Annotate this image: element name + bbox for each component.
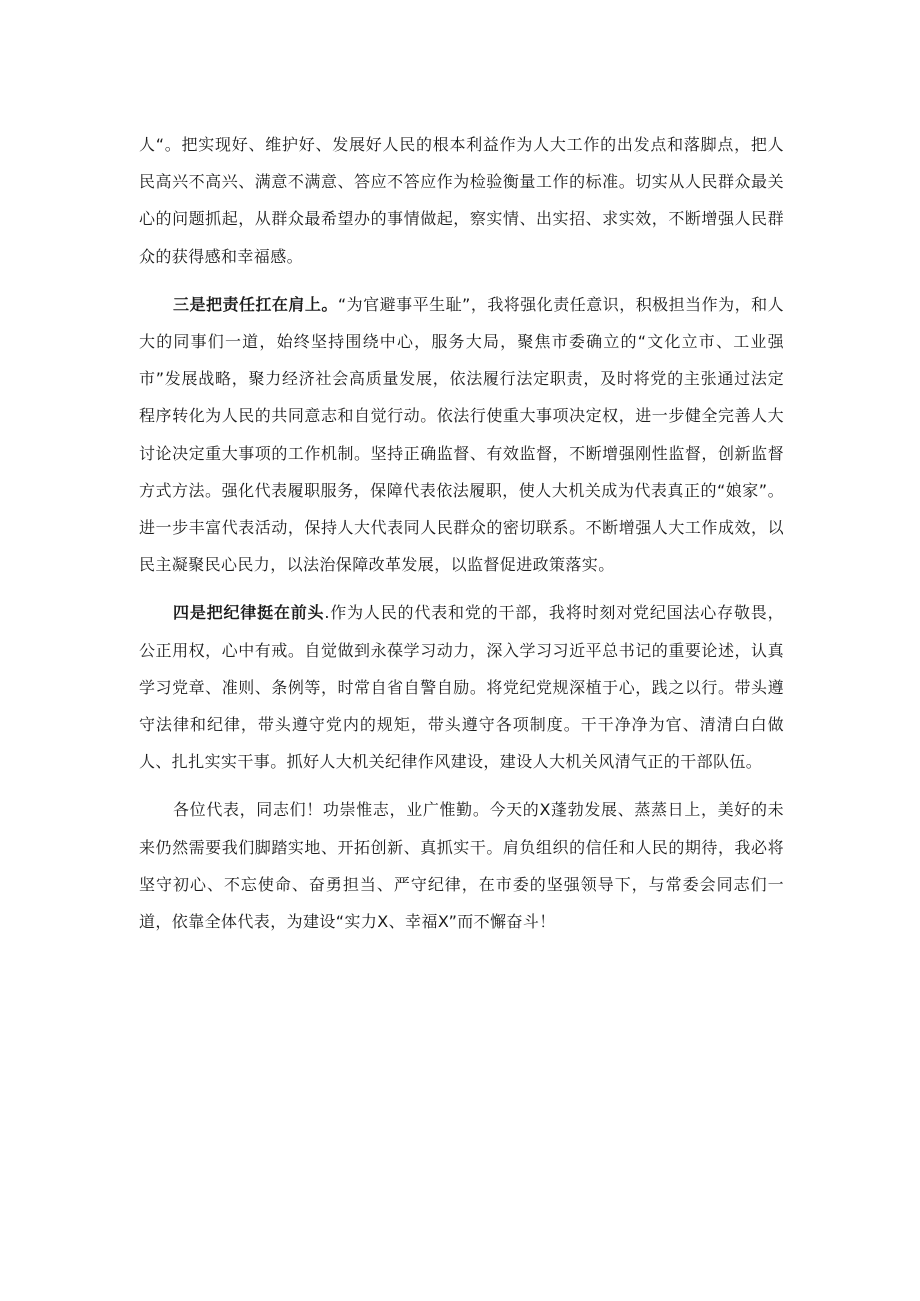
paragraph-lead-heading: 四是把纪律挺在前头 <box>173 603 325 623</box>
paragraph-closing <box>139 791 784 940</box>
paragraph-lead-heading: 三是把责任扛在肩上。 <box>173 294 338 314</box>
document-body <box>139 126 784 940</box>
paragraph-text: 人“。把实现好、维护好、发展好人民的根本利益作为人大工作的出发点和落脚点，把人民高兴不高兴、满意不满意、答应不答应作为检验衡量工作的标准。切实从人民群众最关心的问题抓起，从群众最希望办的事情做起，察实情、出实招、求实效，不断增强人民群众的获得感和幸福感。 <box>139 135 784 266</box>
paragraph-continued-people-interest <box>139 126 784 275</box>
paragraph-text: “为官避事平生耻”，我将强化责任意识，积极担当作为，和人大的同事们一道，始终坚持围绕中心，服务大局，聚焦市委确立的“文化立市、工业强市”发展战略，聚力经济社会高质量发展，依法履行法定职责，及时将党的主张通过法定程序转化为人民的共同意志和自觉行动。依法行使重大事项决定权，进一步健全完善人大讨论决定重大事项的工作机制。坚持正确监督、有效监督，不断增强刚性监督，创新监督方式方法。强化代表履职服务，保障代表依法履职，使人大机关成为代表真正的“娘家”。进一步丰富代表活动，保持人大代表同人民群众的密切联系。不断增强人大工作成效，以民主凝聚民心民力，以法治保障改革发展，以监督促进政策落实。 <box>139 294 784 575</box>
paragraph-responsibility <box>139 286 784 584</box>
paragraph-text: 各位代表，同志们！功崇惟志，业广惟勤。今天的X蓬勃发展、蒸蒸日上，美好的未来仍然需要我们脚踏实地、开拓创新、真抓实干。肩负组织的信任和人民的期待，我必将坚守初心、不忘使命、奋勇担当、严守纪律，在市委的坚强领导下，与常委会同志们一道，依靠全体代表，为建设“实力X、幸福X”而不懈奋斗！ <box>139 800 784 932</box>
paragraph-text: .作为人民的代表和党的干部，我将时刻对党纪国法心存敬畏，公正用权，心中有戒。自觉做到永葆学习动力，深入学习习近平总书记的重要论述，认真学习党章、准则、条例等，时常自省自警自励。将党纪党规深植于心，践之以行。带头遵守法律和纪律，带头遵守党内的规矩，带头遵守各项制度。干干净净为官、清清白白做人、扎扎实实干事。抓好人大机关纪律作风建设，建设人大机关风清气正的干部队伍。 <box>139 603 784 772</box>
paragraph-discipline <box>139 594 784 780</box>
